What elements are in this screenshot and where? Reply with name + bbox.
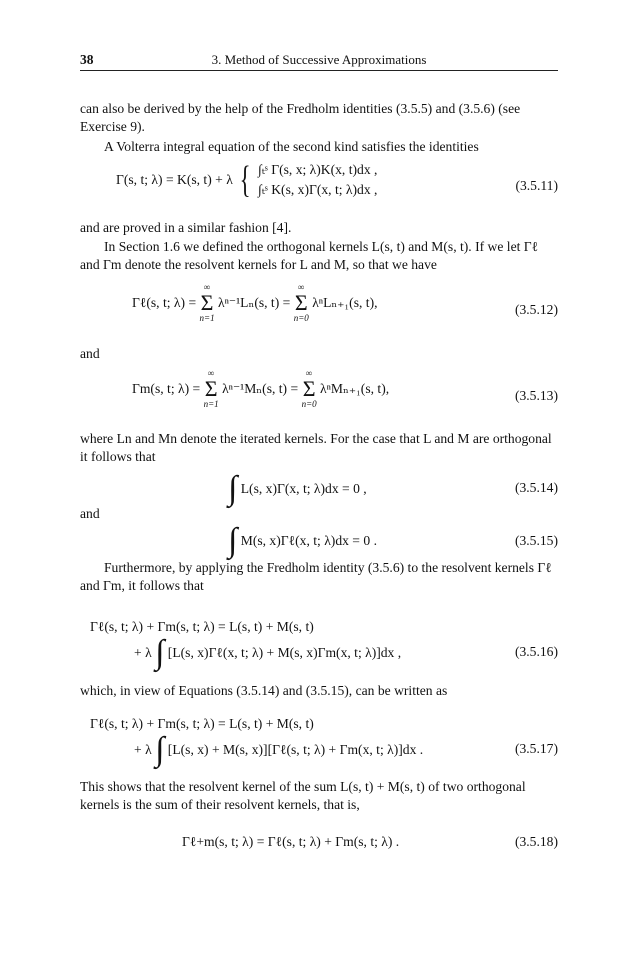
- eq13-sum1: [204, 368, 219, 410]
- eq13-sigma1: Σ: [204, 376, 218, 401]
- eq13-sum2-upper: ∞: [305, 368, 313, 378]
- equation-number-3-5-13: (3.5.13): [514, 388, 558, 403]
- paragraph-proved: and are proved in a similar fashion [4].: [80, 220, 292, 235]
- eq15-body: M(s, x)Γℓ(x, t; λ)dx = 0 .: [240, 533, 377, 548]
- eq11-lhs: Γ(s, t; λ) = K(s, t) + λ: [116, 172, 233, 187]
- equation-3-5-17-line1: Γℓ(s, t; λ) + Γm(s, t; λ) = L(s, t) + M(s, t): [90, 716, 314, 731]
- eq11-case-top: ∫ₜˢ Γ(s, x; λ)K(x, t)dx ,: [257, 162, 378, 177]
- equation-3-5-15: [228, 524, 377, 558]
- eq17-integral: ∫: [155, 731, 165, 768]
- equation-3-5-14: [228, 472, 367, 506]
- eq12-term2: λⁿLₙ₊₁(s, t),: [312, 295, 378, 310]
- paragraph-furthermore-text: Furthermore, by applying the Fredholm identity (3.5.6) to the resolvent kernels Γℓ and Γm, it follows that: [80, 560, 552, 593]
- equation-number-3-5-14: (3.5.14): [514, 480, 558, 495]
- eq14-integral: ∫: [228, 470, 238, 507]
- eq11-case-bottom: ∫ₜˢ K(s, x)Γ(x, t; λ)dx ,: [257, 182, 378, 197]
- eq13-sum1-lower: n=1: [203, 399, 219, 409]
- paragraph-volterra-text: A Volterra integral equation of the second kind satisfies the identities: [104, 139, 479, 154]
- equation-number-3-5-15: (3.5.15): [514, 533, 558, 548]
- eq14-body: L(s, x)Γ(x, t; λ)dx = 0 ,: [240, 481, 367, 496]
- paragraph-orthogonal-kernels: [80, 238, 558, 274]
- paragraph-furthermore: [80, 559, 558, 595]
- eq11-brace: {: [239, 159, 251, 201]
- eq17-prefix: + λ: [134, 742, 152, 757]
- equation-3-5-11: [116, 160, 377, 200]
- eq12-sum1-lower: n=1: [199, 313, 215, 323]
- paragraph-fredholm-intro: can also be derived by the help of the Fredholm identities (3.5.5) and (3.5.6) (see Exercise 9).: [80, 101, 521, 134]
- eq12-sigma1: Σ: [200, 290, 214, 315]
- equation-number-3-5-12: (3.5.12): [514, 302, 558, 317]
- equation-number-3-5-16: (3.5.16): [514, 644, 558, 659]
- eq15-integral: ∫: [228, 522, 238, 559]
- eq12-sum2-upper: ∞: [298, 282, 305, 292]
- eq16-prefix: + λ: [134, 645, 152, 660]
- eq13-term1: λⁿ⁻¹Mₙ(s, t) =: [222, 381, 299, 396]
- header-rule: [80, 70, 558, 71]
- equation-number-3-5-18: (3.5.18): [514, 834, 558, 849]
- paragraph-in-view: which, in view of Equations (3.5.14) and (3.5.15), can be written as: [80, 683, 448, 698]
- equation-number-3-5-11: (3.5.11): [515, 178, 558, 193]
- eq11-cases: [258, 160, 378, 200]
- equation-3-5-18: Γℓ+m(s, t; λ) = Γℓ(s, t; λ) + Γm(s, t; λ) .: [182, 834, 400, 849]
- equation-number-3-5-17: (3.5.17): [514, 741, 558, 756]
- eq13-sigma2: Σ: [302, 376, 316, 401]
- eq12-sum2-lower: n=0: [293, 313, 309, 323]
- paragraph-and-2: and: [80, 506, 100, 521]
- equation-3-5-16-line1: Γℓ(s, t; λ) + Γm(s, t; λ) = L(s, t) + M(s, t): [90, 619, 314, 634]
- eq16-body: [L(s, x)Γℓ(x, t; λ) + M(s, x)Γm(x, t; λ)]dx ,: [167, 645, 402, 660]
- eq13-sum1-upper: ∞: [207, 368, 215, 378]
- eq17-body: [L(s, x) + M(s, x)][Γℓ(s, t; λ) + Γm(x, t; λ)]dx .: [167, 742, 424, 757]
- chapter-title: 3. Method of Successive Approximations: [211, 52, 427, 67]
- eq12-lhs: Γℓ(s, t; λ) =: [132, 295, 197, 310]
- eq13-lhs: Γm(s, t; λ) =: [132, 381, 201, 396]
- eq12-sigma2: Σ: [294, 290, 308, 315]
- paragraph-orthogonal-text: In Section 1.6 we defined the orthogonal kernels L(s, t) and M(s, t). If we let Γℓ and Γm denote the resolvent kernels for L and M, so that we have: [80, 239, 539, 272]
- eq13-term2: λⁿMₙ₊₁(s, t),: [320, 381, 390, 396]
- paragraph-iterated: where Ln and Mn denote the iterated kernels. For the case that L and M are orthogonal it follows that: [80, 431, 552, 464]
- eq13-sum2: [302, 368, 317, 410]
- equation-3-5-12: [132, 282, 378, 324]
- eq12-sum2: [294, 282, 309, 324]
- page-number: 38: [80, 52, 94, 67]
- paragraph-volterra: [80, 138, 558, 156]
- eq13-sum2-lower: n=0: [301, 399, 317, 409]
- eq12-sum1: [200, 282, 215, 324]
- paragraph-and-1: and: [80, 346, 100, 361]
- eq16-integral: ∫: [155, 634, 165, 671]
- paragraph-shows: This shows that the resolvent kernel of the sum L(s, t) + M(s, t) of two orthogonal kernels is the sum of their resolvent kernels, that is,: [80, 779, 526, 812]
- eq12-sum1-upper: ∞: [203, 282, 211, 292]
- equation-3-5-13: [132, 368, 389, 410]
- equation-3-5-16-line2: [134, 636, 401, 670]
- equation-3-5-17-line2: [134, 733, 423, 767]
- eq12-term1: λⁿ⁻¹Lₙ(s, t) =: [218, 295, 291, 310]
